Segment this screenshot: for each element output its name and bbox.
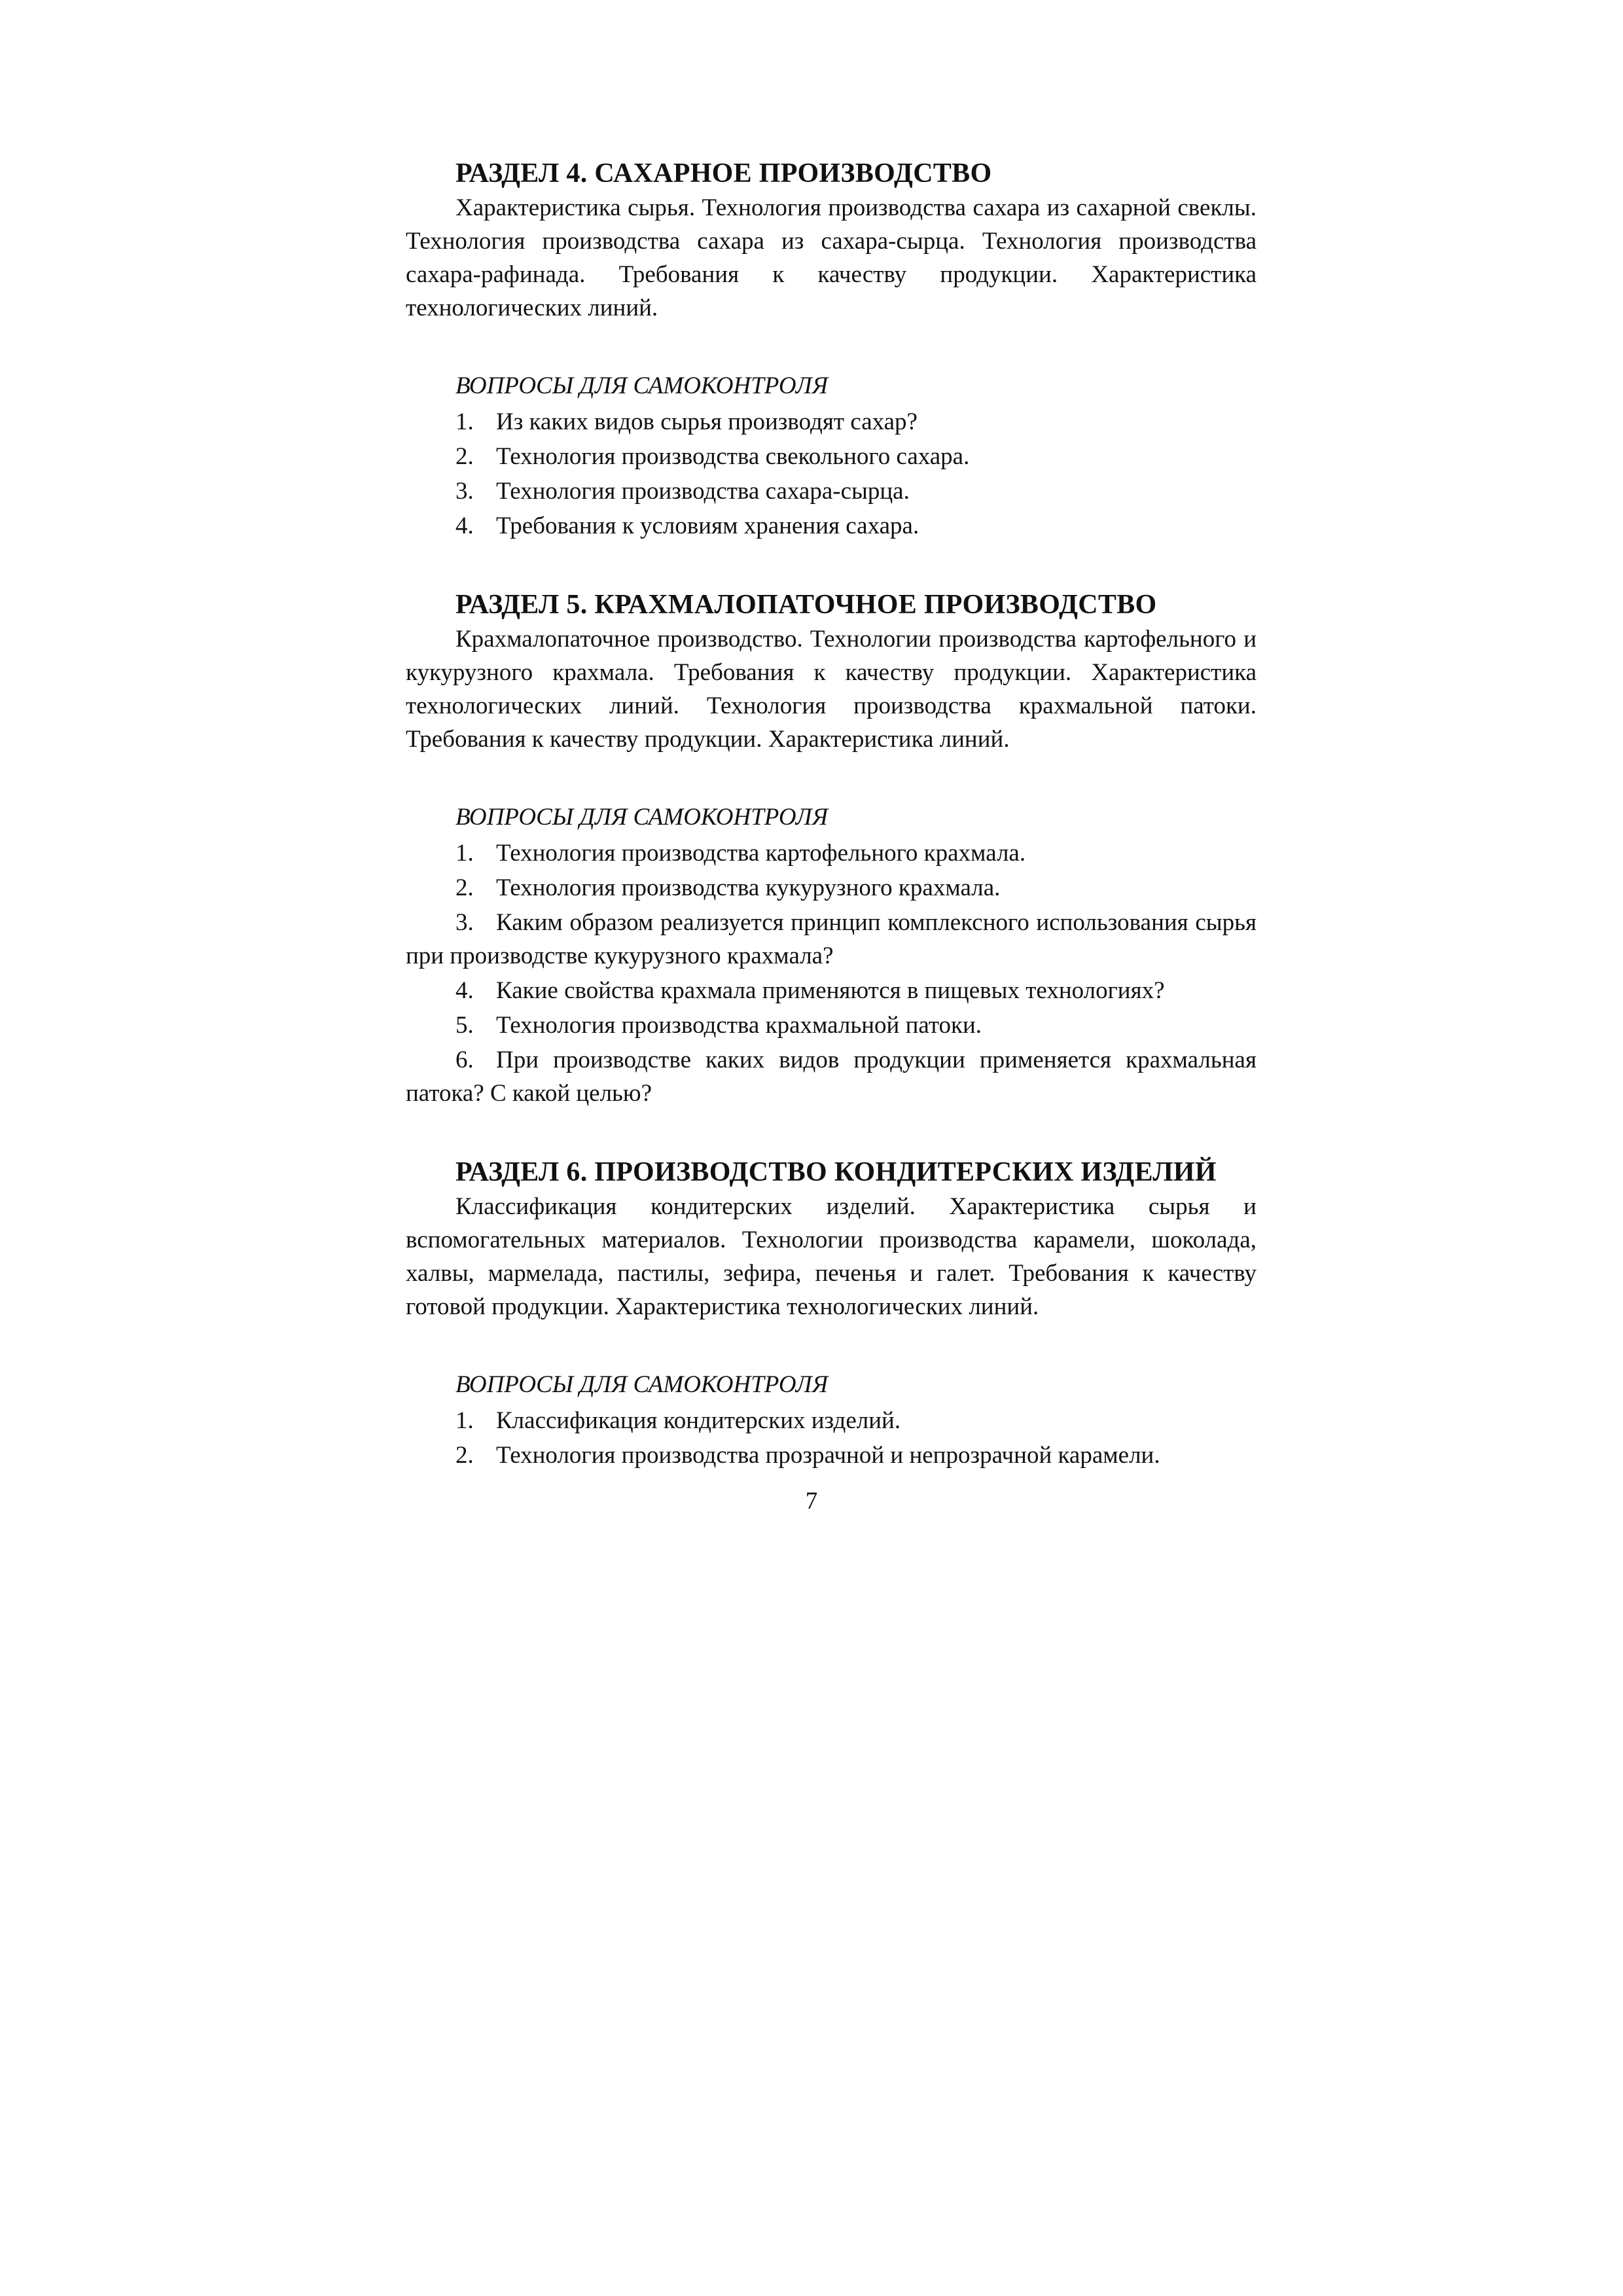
section-paragraph: Классификация кондитерских изделий. Характеристика сырья и вспомогательных материалов. Технологии производства карамели, шоколада, халвы, мармелада, пастилы, зефира, печенья и галет. Требования к качеству готовой продукции. Характеристика технологических линий. xyxy=(406,1193,1257,1320)
questions-list xyxy=(406,405,1257,543)
question-number: 4. xyxy=(455,977,474,1004)
question-text: Технология производства крахмальной патоки. xyxy=(496,1012,982,1039)
section-heading: РАЗДЕЛ 4. САХАРНОЕ ПРОИЗВОДСТВО xyxy=(455,158,992,188)
list-item xyxy=(406,871,1257,905)
question-number: 3. xyxy=(455,478,474,505)
question-number: 1. xyxy=(455,408,474,435)
question-number: 2. xyxy=(455,443,474,470)
section-4 xyxy=(406,156,1257,543)
list-item xyxy=(406,405,1257,439)
questions-list xyxy=(406,1404,1257,1472)
question-text: Классификация кондитерских изделий. xyxy=(496,1407,901,1434)
questions-heading: ВОПРОСЫ ДЛЯ САМОКОНТРОЛЯ xyxy=(455,804,829,831)
question-number: 1. xyxy=(455,1407,474,1434)
list-item xyxy=(406,1009,1257,1042)
list-item xyxy=(406,836,1257,870)
list-item xyxy=(406,1404,1257,1437)
section-paragraph: Характеристика сырья. Технология производства сахара из сахарной свеклы. Технология производства сахара из сахара-сырца. Технология производства сахара-рафинада. Требования к качеству продукции. Характеристика технологических линий. xyxy=(406,194,1257,321)
list-item xyxy=(406,974,1257,1007)
question-text: Какие свойства крахмала применяются в пищевых технологиях? xyxy=(496,977,1165,1004)
question-text: Технология производства сахара-сырца. xyxy=(496,478,910,505)
question-number: 1. xyxy=(455,840,474,867)
section-heading: РАЗДЕЛ 6. ПРОИЗВОДСТВО КОНДИТЕРСКИХ ИЗДЕЛИЙ xyxy=(455,1157,1217,1187)
question-text: Технология производства кукурузного крахмала. xyxy=(496,874,1001,901)
question-text: Каким образом реализуется принцип комплексного использования сырья при производстве кукурузного крахмала? xyxy=(406,909,1257,969)
question-text: Технология производства картофельного крахмала. xyxy=(496,840,1026,867)
text-column xyxy=(406,156,1257,1516)
list-item xyxy=(406,906,1257,973)
question-number: 2. xyxy=(455,874,474,901)
section-paragraph: Крахмалопаточное производство. Технологии производства картофельного и кукурузного крахмала. Требования к качеству продукции. Характеристика технологических линий. Технология производства крахмальной патоки. Требования к качеству продукции. Характеристика линий. xyxy=(406,626,1257,753)
question-text: Технология производства свекольного сахара. xyxy=(496,443,970,470)
list-item xyxy=(406,1043,1257,1110)
question-number: 3. xyxy=(455,909,474,936)
list-item xyxy=(406,509,1257,543)
question-text: При производстве каких видов продукции применяется крахмальная патока? С какой целью? xyxy=(406,1047,1257,1107)
section-5 xyxy=(406,587,1257,1110)
question-number: 6. xyxy=(455,1047,474,1073)
section-heading: РАЗДЕЛ 5. КРАХМАЛОПАТОЧНОЕ ПРОИЗВОДСТВО xyxy=(455,590,1157,620)
questions-heading: ВОПРОСЫ ДЛЯ САМОКОНТРОЛЯ xyxy=(455,1371,829,1398)
question-text: Требования к условиям хранения сахара. xyxy=(496,512,919,539)
questions-list xyxy=(406,836,1257,1110)
question-text: Технология производства прозрачной и непрозрачной карамели. xyxy=(496,1442,1160,1469)
list-item xyxy=(406,475,1257,508)
list-item xyxy=(406,1439,1257,1472)
section-6 xyxy=(406,1155,1257,1472)
page-number: 7 xyxy=(805,1488,818,1515)
question-number: 5. xyxy=(455,1012,474,1039)
list-item xyxy=(406,440,1257,473)
questions-heading: ВОПРОСЫ ДЛЯ САМОКОНТРОЛЯ xyxy=(455,372,829,399)
question-text: Из каких видов сырья производят сахар? xyxy=(496,408,918,435)
question-number: 2. xyxy=(455,1442,474,1469)
question-number: 4. xyxy=(455,512,474,539)
